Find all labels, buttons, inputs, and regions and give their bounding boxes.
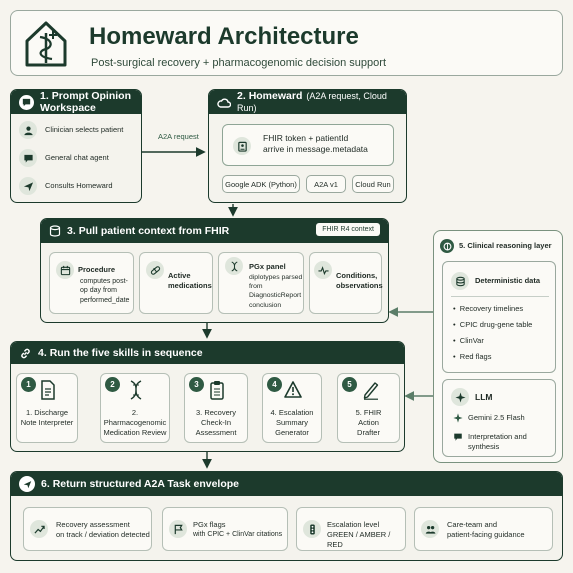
tech-pill: A2A v1 — [306, 175, 346, 193]
output-panel — [10, 471, 563, 561]
fhir-item-medications: Active medications — [139, 252, 213, 314]
skills-header — [11, 342, 404, 364]
workspace-item: Clinician selects patient — [19, 121, 123, 139]
fhir-token-text: FHIR token + patientId arrive in message.metadata — [263, 133, 368, 154]
reasoning-title: 5. Clinical reasoning layer — [440, 239, 552, 253]
database-icon — [451, 272, 469, 290]
workspace-header — [11, 90, 141, 114]
send-icon — [19, 177, 37, 195]
chat-bubble-icon — [19, 95, 34, 110]
deterministic-item: • ClinVar — [453, 336, 484, 345]
calendar-icon — [56, 261, 74, 279]
dna-icon — [129, 380, 143, 405]
cloud-icon — [217, 97, 231, 108]
tech-pill: Google ADK (Python) — [222, 175, 300, 193]
workspace-title: 1. Prompt Opinion Workspace — [40, 90, 132, 114]
workspace-item: General chat agent — [19, 149, 109, 167]
llm-title: LLM — [475, 391, 493, 402]
id-badge-icon — [233, 137, 251, 155]
warning-icon — [284, 381, 302, 403]
llm-task: Interpretation and synthesis — [453, 432, 548, 452]
chat-icon — [19, 149, 37, 167]
homeward-panel — [208, 89, 407, 203]
pill-icon — [146, 261, 164, 279]
deterministic-item: • CPIC drug-gene table — [453, 320, 533, 329]
llm-box — [442, 379, 556, 457]
fhir-item-procedure: Procedure computes post-op day from performed_date — [49, 252, 134, 314]
tech-pill: Cloud Run — [352, 175, 394, 193]
skill-card: 4 4. Escalation Summary Generator — [262, 373, 322, 443]
fhir-context-title: 3. Pull patient context from FHIR — [67, 225, 230, 237]
user-icon — [19, 121, 37, 139]
fhir-context-panel — [40, 218, 389, 323]
output-title: 6. Return structured A2A Task envelope — [41, 478, 240, 490]
output-item: PGx flags with CPIC + ClinVar citations — [162, 507, 288, 551]
gemini-icon — [453, 413, 463, 423]
dna-icon — [225, 257, 243, 275]
logo-icon — [23, 19, 69, 69]
pen-icon — [362, 380, 380, 405]
output-item: Escalation level GREEN / AMBER / RED — [296, 507, 406, 551]
deterministic-divider — [451, 296, 549, 297]
fhir-item-pgx: PGx panel diplotypes parsed from DiagnosticReport conclusion — [218, 252, 304, 314]
skill-card: 3 3. Recovery Check-In Assessment — [184, 373, 248, 443]
workspace-item: Consults Homeward — [19, 177, 113, 195]
page-subtitle: Post-surgical recovery + pharmacogenomic decision support — [91, 57, 387, 69]
database-icon — [49, 225, 61, 237]
homeward-title: 2. Homeward (A2A request, Cloud Run) — [237, 90, 387, 113]
sparkle-icon — [451, 388, 469, 406]
document-icon — [40, 380, 56, 405]
page-title: Homeward Architecture — [89, 23, 359, 50]
skill-card: 2 2. Pharmacogenomic Medication Review — [100, 373, 170, 443]
reasoning-panel — [433, 230, 563, 463]
output-item: Care-team and patient-facing guidance — [414, 507, 553, 551]
llm-model: Gemini 2.5 Flash — [468, 413, 525, 423]
a2a-arrow-label: A2A request — [158, 132, 199, 141]
fhir-token-box — [222, 124, 394, 166]
clipboard-icon — [209, 380, 225, 405]
traffic-light-icon — [303, 520, 321, 538]
people-icon — [421, 520, 439, 538]
flag-icon — [169, 520, 187, 538]
fhir-r4-tag: FHIR R4 context — [316, 223, 380, 236]
skill-card: 5 5. FHIR Action Drafter — [337, 373, 400, 443]
pulse-icon — [314, 261, 332, 279]
skill-card: 1 1. Discharge Note Interpreter — [16, 373, 78, 443]
output-item: Recovery assessment on track / deviation detected — [23, 507, 152, 551]
skills-title: 4. Run the five skills in sequence — [38, 347, 203, 359]
deterministic-title: Deterministic data — [475, 276, 541, 286]
output-header — [11, 472, 562, 496]
trend-icon — [30, 520, 48, 538]
header-card — [10, 10, 563, 76]
deterministic-item: • Red flags — [453, 352, 492, 361]
chat-icon — [453, 432, 463, 452]
homeward-header — [209, 90, 406, 114]
skills-panel — [10, 341, 405, 452]
fhir-item-conditions: Conditions, observations — [309, 252, 382, 314]
link-icon — [19, 347, 32, 360]
workspace-panel — [10, 89, 142, 203]
brain-icon — [440, 239, 454, 253]
fhir-context-header — [41, 219, 388, 243]
deterministic-box — [442, 261, 556, 373]
send-icon — [19, 476, 35, 492]
deterministic-item: • Recovery timelines — [453, 304, 524, 313]
